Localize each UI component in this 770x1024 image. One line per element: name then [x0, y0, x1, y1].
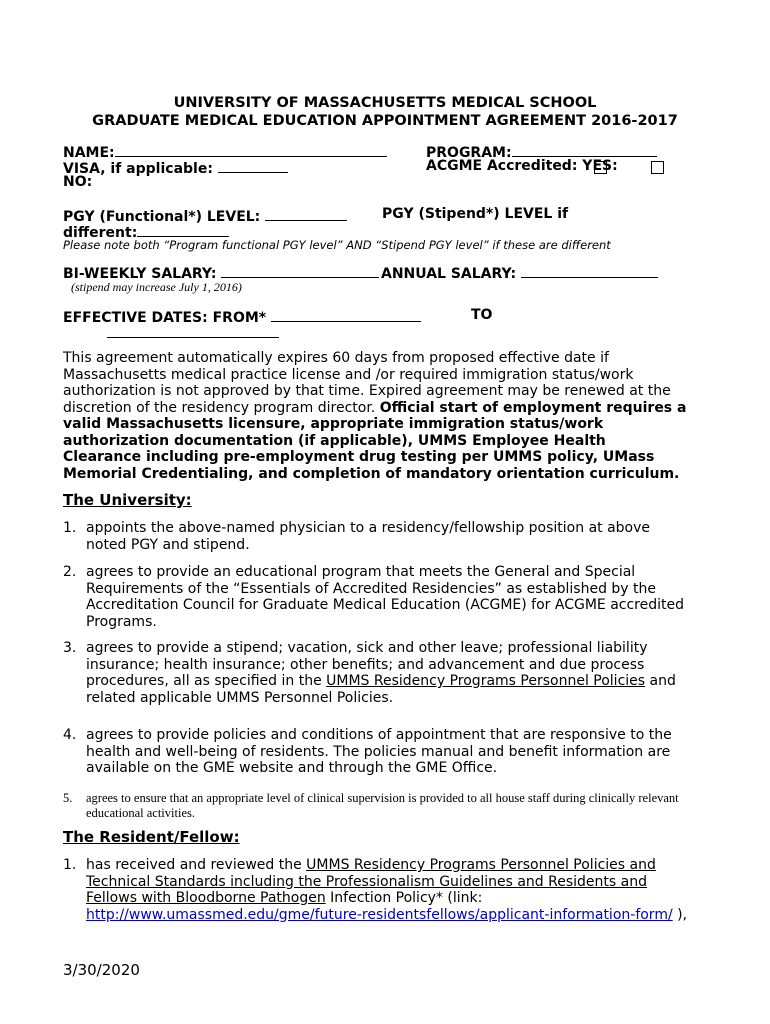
resident-item-1-tail: ), — [672, 906, 688, 923]
pgy-functional-label: PGY (Functional*) LEVEL: — [63, 209, 261, 225]
resident-item-1 — [86, 857, 687, 923]
agreement-paragraph — [63, 350, 688, 482]
acgme-field — [426, 158, 618, 174]
visa-label: VISA, if applicable: — [63, 161, 213, 177]
no-label: NO: — [63, 174, 93, 190]
list-item: 3. agrees to provide a stipend; vacation, sick and other leave; professional liability insurance; health insurance; other benefits; and advancement and due process procedures, all as specified in the UMMS Residency Programs Personnel Policies and related applicable UMMS Personnel Policies. — [63, 640, 676, 706]
list-item: 1. has received and reviewed the UMMS Residency Programs Personnel Policies and Technical Standards including the Professionalism Guidelines and Residents and Fellows with Bloodborne Pathogen Infection Policy* (link: http://www.umassmed.edu/gme/future-residentsfellows/applicant-information-form/ ), — [63, 857, 688, 923]
resident-item-1-mid: Infection Policy* (link: — [325, 890, 483, 906]
agreement-requirements: Official start of employment requires a valid Massachusetts licensure, appropriate immigration status/work authorization documentation (if applicable), UMMS Employee Health Clearance including pre-employment drug testing per UMMS policy, UMass Memorial Credentialing, and completion of mandatory orientation curriculum. — [63, 399, 687, 482]
technical-standards-link[interactable]: UMMS Residency Programs Personnel Policies and Technical Standards including the Professionalism Guidelines and Residents and Fellows with Bloodborne Pathogen — [86, 857, 656, 906]
annual-salary-input-line[interactable] — [521, 263, 658, 278]
personnel-policies-link[interactable]: UMMS Residency Programs Personnel Policies — [326, 673, 646, 689]
university-heading: The University: — [63, 491, 192, 509]
to-date-input-line[interactable] — [107, 323, 279, 338]
list-item: 2. agrees to provide an educational program that meets the General and Special Requirements of the “Essentials of Accredited Residencies” as established by the Accreditation Council for Graduate Medical Education (ACGME) for ACGME accredited Programs. — [63, 564, 685, 630]
document-title-line2: GRADUATE MEDICAL EDUCATION APPOINTMENT AGREEMENT 2016-2017 — [92, 113, 678, 129]
agreement-text: This agreement automatically expires 60 days from proposed effective date if Massachusetts medical practice license and /or required immigration status/work authorization is not approved by that time. Expired agreement may be renewed at the discretion of the residency program director. — [63, 350, 671, 416]
biweekly-salary-label: BI-WEEKLY SALARY: — [63, 266, 217, 282]
annual-salary-field — [381, 263, 658, 282]
university-item-3 — [86, 640, 676, 706]
acgme-label: ACGME Accredited: YES: — [426, 158, 618, 174]
resident-item-1-text: has received and reviewed the — [86, 857, 307, 873]
different-label: different: — [63, 225, 138, 241]
university-item-4: agrees to provide policies and conditions of appointment that are responsive to the health and well-being of residents. The policies manual and benefit information are available on the GME website and through the GME Office. — [86, 727, 672, 776]
university-item-3-tail: and related applicable UMMS Personnel Policies. — [86, 673, 676, 706]
to-label: TO — [471, 307, 493, 323]
acgme-yes-checkbox[interactable] — [594, 161, 607, 174]
program-input-line[interactable] — [512, 142, 657, 157]
university-item-1: appoints the above-named physician to a residency/fellowship position at above noted PGY and stipend. — [86, 520, 651, 553]
name-input-line[interactable] — [115, 142, 387, 157]
from-date-input-line[interactable] — [271, 307, 421, 322]
visa-input-line[interactable] — [218, 158, 288, 173]
list-item: 4. agrees to provide policies and conditions of appointment that are responsive to the health and well-being of residents. The policies manual and benefit information are available on the GME website and through the GME Office. — [63, 727, 672, 776]
visa-field — [63, 158, 288, 177]
stipend-note: (stipend may increase July 1, 2016) — [71, 280, 242, 294]
applicant-form-link[interactable]: http://www.umassmed.edu/gme/future-residentsfellows/applicant-information-form/ — [86, 906, 673, 923]
list-item: 5. agrees to ensure that an appropriate level of clinical supervision is provided to all house staff during clinically relevant educational activities. — [63, 790, 679, 820]
pgy-functional-input-line[interactable] — [265, 206, 347, 221]
list-item: 1. appoints the above-named physician to a residency/fellowship position at above noted PGY and stipend. — [63, 520, 651, 553]
pgy-stipend-input-line[interactable] — [137, 222, 229, 237]
pgy-stipend-label: PGY (Stipend*) LEVEL if — [382, 206, 569, 222]
resident-heading: The Resident/Fellow: — [63, 828, 240, 846]
document-title-line1: UNIVERSITY OF MASSACHUSETTS MEDICAL SCHOOL — [173, 95, 597, 111]
acgme-no-checkbox[interactable] — [651, 161, 664, 174]
resident-list — [63, 857, 688, 923]
program-label: PROGRAM: — [426, 145, 512, 161]
university-item-3-text: agrees to provide a stipend; vacation, sick and other leave; professional liability insurance; health insurance; other benefits; and advancement and due process procedures, all as specified in the — [86, 640, 648, 689]
footer-date: 3/30/2020 — [63, 961, 140, 979]
name-label: NAME: — [63, 145, 115, 161]
effective-dates-label: EFFECTIVE DATES: FROM* — [63, 310, 267, 326]
university-item-5: agrees to ensure that an appropriate level of clinical supervision is provided to all house staff during clinically relevant educational activities. — [86, 790, 679, 820]
university-item-2: agrees to provide an educational program that meets the General and Special Requirements of the “Essentials of Accredited Residencies” as established by the Accreditation Council for Graduate Medical Education (ACGME) for ACGME accredited Programs. — [86, 564, 685, 630]
biweekly-salary-input-line[interactable] — [221, 263, 379, 278]
university-list — [63, 520, 688, 821]
annual-salary-label: ANNUAL SALARY: — [381, 266, 517, 282]
pgy-note: Please note both “Program functional PGY level” AND “Stipend PGY level” if these are different — [63, 238, 611, 252]
